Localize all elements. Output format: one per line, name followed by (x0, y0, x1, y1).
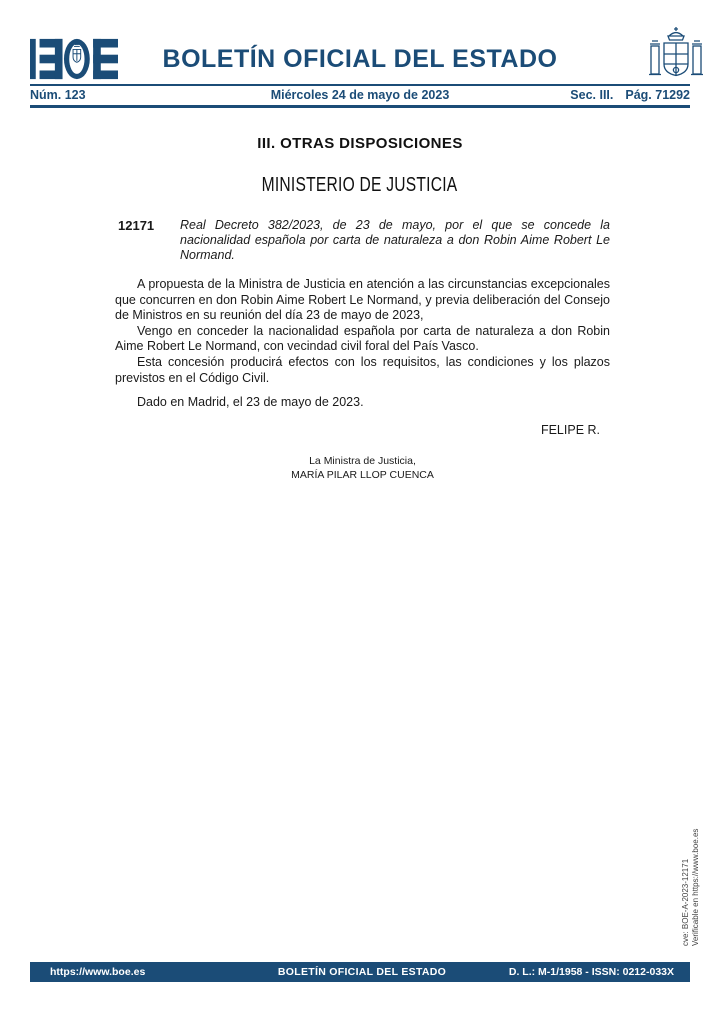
masthead-rule-top (30, 84, 690, 86)
cve-code: cve: BOE-A-2023-12171 (681, 858, 690, 946)
section-heading: III. OTRAS DISPOSICIONES (257, 135, 463, 152)
issue-date: Miércoles 24 de mayo de 2023 (270, 88, 450, 102)
body-paragraph: Esta concesión producirá efectos con los requisitos, las condiciones y los plazos previstos en el Código Civil. (115, 354, 610, 385)
document-body (115, 277, 610, 482)
footer-url-link[interactable]: https://www.boe.es (50, 966, 146, 978)
footer-title: BOLETÍN OFICIAL DEL ESTADO (277, 966, 447, 978)
disposition-summary: Real Decreto 382/2023, de 23 de mayo, por el que se concede la nacionalidad española por carta de naturaleza a don Robin Aime Robert Le Normand. (180, 218, 610, 262)
ministry-heading-wrap (0, 174, 720, 197)
countersign-role: La Ministra de Justicia, (309, 455, 416, 468)
dateline: Dado en Madrid, el 23 de mayo de 2023. (137, 395, 364, 410)
footer-legal-deposit: D. L.: M-1/1958 - ISSN: 0212-033X (508, 966, 675, 978)
verification-strip (681, 746, 711, 946)
countersign-name: MARÍA PILAR LLOP CUENCA (291, 468, 434, 481)
body-paragraph: A propuesta de la Ministra de Justicia en atención a las circunstancias excepcionales que concurren en don Robin Aime Robert Le Normand, y previa deliberación del Consejo de Ministros en su reunión del día 23 de mayo de 2023, (115, 277, 610, 323)
disposition-number: 12171 (118, 218, 155, 233)
issue-info-row (30, 88, 690, 102)
disposition-item (118, 218, 610, 263)
section-ref: Sec. III. (570, 88, 614, 102)
royal-signature: FELIPE R. (540, 422, 600, 437)
masthead-title: BOLETÍN OFICIAL DEL ESTADO (162, 45, 558, 73)
countersign-block (115, 455, 610, 482)
body-paragraph: Vengo en conceder la nacionalidad española por carta de naturaleza a don Robin Aime Robert Le Normand, con vecindad civil foral del País Vasco. (115, 323, 610, 354)
verification-note: Verificable en https://www.boe.es (691, 828, 700, 946)
footer-bar (30, 962, 690, 982)
ministry-heading: MINISTERIO DE JUSTICIA (262, 174, 458, 196)
section-page-ref (449, 88, 690, 102)
masthead-rule-bottom (30, 105, 690, 108)
page-ref: Pág. 71292 (625, 88, 691, 102)
issue-number: Núm. 123 (30, 88, 86, 102)
